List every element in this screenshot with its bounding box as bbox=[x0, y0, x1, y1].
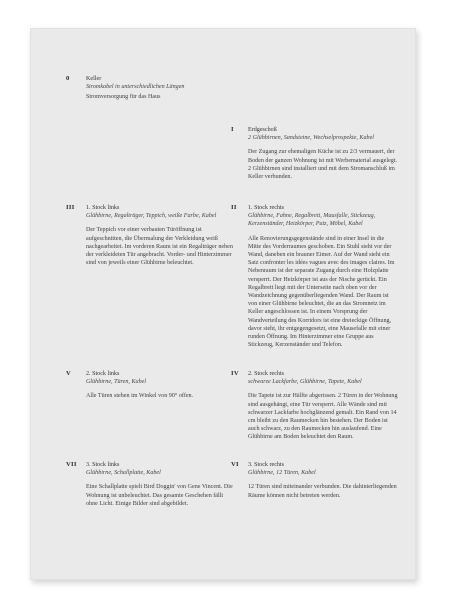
entry-1-stock-links bbox=[86, 204, 236, 267]
entry-number: I bbox=[231, 126, 234, 133]
entry-items: Glühbirne, Fahne, Regalbrett, Mausfalle, Stickzeug, Kerzenständer, Heizkörper, Putz, Möbel, Kabel bbox=[248, 213, 376, 228]
entry-number: III bbox=[66, 204, 75, 211]
entry-items: schwarze Lackfarbe, Glühbirne, Tapete, Kabel bbox=[248, 379, 362, 386]
entry-title: 2. Stock rechts bbox=[248, 371, 285, 377]
entry-2-stock-rechts bbox=[248, 370, 398, 442]
entry-items: 2 Glühbirnen, Sandsteine, Wechselprospekte, Kabel bbox=[248, 135, 374, 142]
entry-items: Glühbirne, Türen, Kabel bbox=[86, 379, 147, 386]
entry-description: Die Tapete ist zur Hälfte abgerissen. 2 Türen in der Wohnung sind ausgehängt, eine Tür versperrt. Alle Wände sind mit schwarzer Lackfarbe hochglänzend gemalt. Ein Rand von 14 cm bleibt zu den Raumecken hin bestehen. Der Boden ist auch schwarz, zu den Raumecken hin auslaufend. Eine Glühbirne am Boden beleuchtet den Raum. bbox=[248, 393, 398, 441]
entry-number: VI bbox=[231, 461, 239, 468]
entry-title: 3. Stock links bbox=[86, 462, 120, 468]
entry-1-stock-rechts bbox=[248, 204, 398, 349]
entry-number: II bbox=[231, 204, 237, 211]
booklet-page bbox=[30, 28, 416, 580]
entry-title: Erdgeschoß bbox=[248, 127, 277, 133]
entry-title: 1. Stock links bbox=[86, 205, 120, 211]
entry-title: Keller bbox=[86, 76, 102, 82]
entry-items: Glühbirne, Schallplatte, Kabel bbox=[86, 470, 161, 477]
entry-items: Stromkabel in unterschiedlichen Längen bbox=[86, 84, 185, 91]
entry-number: 0 bbox=[66, 75, 70, 82]
entry-description: Eine Schallplatte spielt Bird Doggin' von Gene Vincent. Die Wohnung ist unbeleuchtet. Das gesamte Geschehen fällt ohne Licht. Einige Bilder sind abgebildet. bbox=[86, 484, 233, 507]
entry-description: Alle Renovierungsgegenstände sind in einer Insel in die Mitte des Vorderraumes geschoben. Ein Stuhl steht vor der Wand, daneben ein brauner Eimer. Auf der Wand steht ein Satz confronter les idées vagues avec des images claires. Im Nebenraum ist der separate Zugang durch eine Holzplatte versperrt. Der Heizkörper ist aus der Nische gerückt. Ein Regalbrett liegt mit der Unterseite nach oben vor der Wandzeichnung gegenüberliegenden Wand. Der Raum ist von einer Glühbirne beleuchtet, die an das Stromnetz im Keller angeschlossen ist. In einem Vorsprung der Wandverteilung des Korridors ist eine dreieckige Öffnung, davor steht, ihr entgegengesetzt, eine Mausefalle mit einer runden Öffnung. Im Hinterzimmer eine Gruppe aus Stickzeug, Kerzenständer und Telefon. bbox=[248, 235, 395, 349]
entry-number: IV bbox=[231, 370, 239, 377]
entry-keller bbox=[86, 75, 226, 102]
entry-items: Glühbirne, Regalträger, Teppich, weiße Farbe, Kabel bbox=[86, 213, 217, 220]
entry-title: 2. Stock links bbox=[86, 371, 120, 377]
entry-erdgeschoss bbox=[248, 126, 398, 181]
entry-3-stock-rechts bbox=[248, 461, 398, 500]
entry-description: 12 Türen sind miteinander verbunden. Die dahinterliegenden Räume können nicht betreten werden. bbox=[248, 484, 397, 499]
entry-number: V bbox=[66, 370, 72, 377]
entry-title: 3. Stock rechts bbox=[248, 462, 285, 468]
entry-items: Glühbirne, 12 Türen, Kabel bbox=[248, 470, 316, 477]
entry-description: Stromversorgung für das Haus bbox=[86, 94, 161, 101]
entry-3-stock-links bbox=[86, 461, 236, 508]
entry-description: Der Teppich vor einer verbauten Türöffnung ist aufgeschnitten, die Übermalung der Verkleidung weiß nachgearbeitet. Im vorderen Raum ist ein Regalträger neben der verkleideten Tür angebracht. Vorder- und Hinterzimmer sind von jeweils einer Glühbirne beleuchtet. bbox=[86, 227, 233, 267]
entry-2-stock-links bbox=[86, 370, 236, 401]
entry-description: Alle Türen stehen im Winkel von 90° offen. bbox=[86, 393, 194, 400]
entry-title: 1. Stock rechts bbox=[248, 205, 285, 211]
entry-number: VII bbox=[66, 461, 77, 468]
entry-description: Der Zugang zur ehemaligen Küche ist zu 2/3 vermauert, der Boden der ganzen Wohnung ist mit Werbematerial ausgelegt. 2 Glühbirnen sind installiert und mit dem Stromanschluß im Keller verbunden. bbox=[248, 149, 398, 181]
